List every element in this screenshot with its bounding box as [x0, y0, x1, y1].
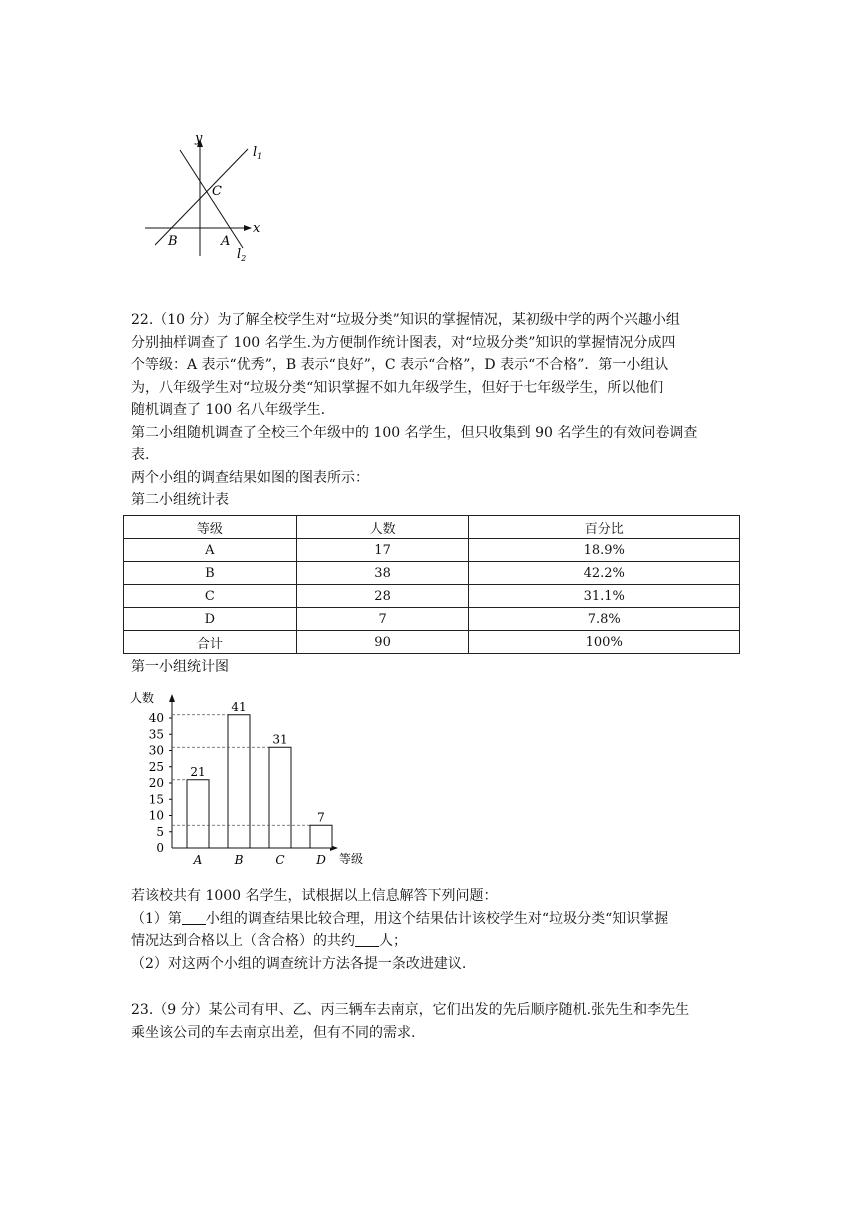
x-tick-label: D — [316, 853, 326, 867]
table-cell: C — [124, 585, 297, 608]
table-cell: 18.9% — [469, 539, 740, 562]
table-header-row — [124, 516, 740, 539]
x-axis-label: 等级 — [339, 852, 364, 866]
q22-line: 表. — [131, 447, 150, 463]
l1-label: $l_1$ — [253, 145, 263, 161]
point-c-label: C — [212, 184, 222, 199]
answer-blank[interactable] — [355, 932, 379, 947]
line-l2 — [180, 150, 243, 248]
y-tick-label: 40 — [148, 711, 164, 725]
q22-line: 个等级：A 表示“优秀”，B 表示“良好”，C 表示“合格”，D 表示“不合格”．第一小组认 — [131, 357, 669, 373]
q22-line: 两个小组的调查结果如图的图表所示： — [131, 469, 369, 486]
chart-caption: 第一小组统计图 — [131, 659, 229, 675]
table-cell: 7.8% — [469, 608, 740, 631]
table-cell: 31.1% — [469, 585, 740, 608]
bar — [269, 747, 291, 848]
y-axis-label: 人数 — [130, 691, 155, 705]
table-cell: 42.2% — [469, 562, 740, 585]
q22-line: 随机调查了 100 名八年级学生. — [131, 402, 326, 418]
x-axis-label: x — [253, 221, 261, 236]
table-cell: A — [124, 539, 297, 562]
q22-line: 为，八年级学生对“垃圾分类“知识掌握不如九年级学生，但好于七年级学生，所以他们 — [131, 379, 664, 396]
table-header: 等级 — [124, 516, 297, 539]
bar — [228, 715, 250, 848]
y-tick-label: 25 — [148, 759, 164, 774]
bar-data-label: 31 — [272, 732, 288, 747]
table-row — [124, 539, 740, 562]
table-cell: 100% — [469, 631, 740, 654]
line-l1 — [155, 149, 248, 245]
y-tick-label: 30 — [148, 743, 164, 758]
answer-blank[interactable] — [182, 910, 206, 925]
point-b-label: B — [168, 234, 178, 249]
x-tick-label: B — [234, 853, 244, 867]
table-cell: B — [124, 562, 297, 585]
y-axis-label: y — [195, 131, 203, 146]
y-tick-label: 10 — [148, 808, 164, 823]
bar — [310, 825, 332, 848]
y-tick-label: 35 — [148, 727, 164, 742]
q22-intro-line: 若该校共有 1000 名学生，试根据以上信息解答下列问题： — [131, 888, 498, 904]
table-cell: 38 — [296, 562, 469, 585]
table-cell: 7 — [296, 608, 469, 631]
table-cell: 17 — [296, 539, 469, 562]
q22-part1-line2: 情况达到合格以上（含合格）的共约 人； — [131, 933, 407, 949]
table-caption: 第二小组统计表 — [131, 492, 229, 508]
y-tick-label: 20 — [148, 776, 164, 790]
y-tick-label: 5 — [156, 824, 164, 839]
q23-paragraph — [131, 999, 741, 1044]
table-header: 百分比 — [469, 516, 740, 539]
l2-label: $l_2$ — [237, 247, 247, 263]
q22-line: 22.（10 分）为了解全校学生对“垃圾分类”知识的掌握情况，某初级中学的两个兴趣小组 — [131, 312, 680, 328]
coordinate-figure — [135, 125, 295, 270]
bar — [187, 780, 209, 848]
x-tick-label: C — [275, 853, 285, 867]
q23-line: 乘坐该公司的车去南京出差，但有不同的需求. — [131, 1024, 416, 1041]
x-tick-label: A — [193, 853, 203, 867]
table-cell: 28 — [296, 585, 469, 608]
bar-data-label: 21 — [190, 764, 206, 779]
q22-questions — [131, 885, 741, 975]
table-cell: D — [124, 608, 297, 631]
point-a-label: A — [221, 234, 231, 249]
table-cell: 90 — [296, 631, 469, 654]
q22-line: 第二小组随机调查了全校三个年级中的 100 名学生，但只收集到 90 名学生的有效问卷调查 — [131, 424, 698, 441]
bar-data-label: 7 — [317, 810, 325, 825]
y-tick-label: 0 — [156, 841, 164, 855]
table-cell: 合计 — [124, 631, 297, 654]
q22-part2-line: （2）对这两个小组的调查统计方法各提一条改进建议. — [131, 955, 467, 972]
table-row — [124, 585, 740, 608]
table-row — [124, 562, 740, 585]
table-header: 人数 — [296, 516, 469, 539]
q22-part1-line: （1）第 小组的调查结果比较合理，用这个结果估计该校学生对“垃圾分类“知识掌握 — [131, 910, 669, 927]
table-row — [124, 631, 740, 654]
bar-data-label: 41 — [231, 699, 247, 714]
group2-stats-table — [123, 515, 740, 654]
y-tick-label: 15 — [148, 792, 164, 807]
q22-paragraph — [131, 309, 741, 512]
table-row — [124, 608, 740, 631]
group1-bar-chart — [125, 685, 385, 870]
q22-line: 分别抽样调查了 100 名学生.为方便制作统计图表，对“垃圾分类”知识的掌握情况分成四 — [131, 334, 676, 351]
q23-line: 23.（9 分）某公司有甲、乙、丙三辆车去南京，它们出发的先后顺序随机.张先生和李先生 — [131, 1002, 690, 1018]
